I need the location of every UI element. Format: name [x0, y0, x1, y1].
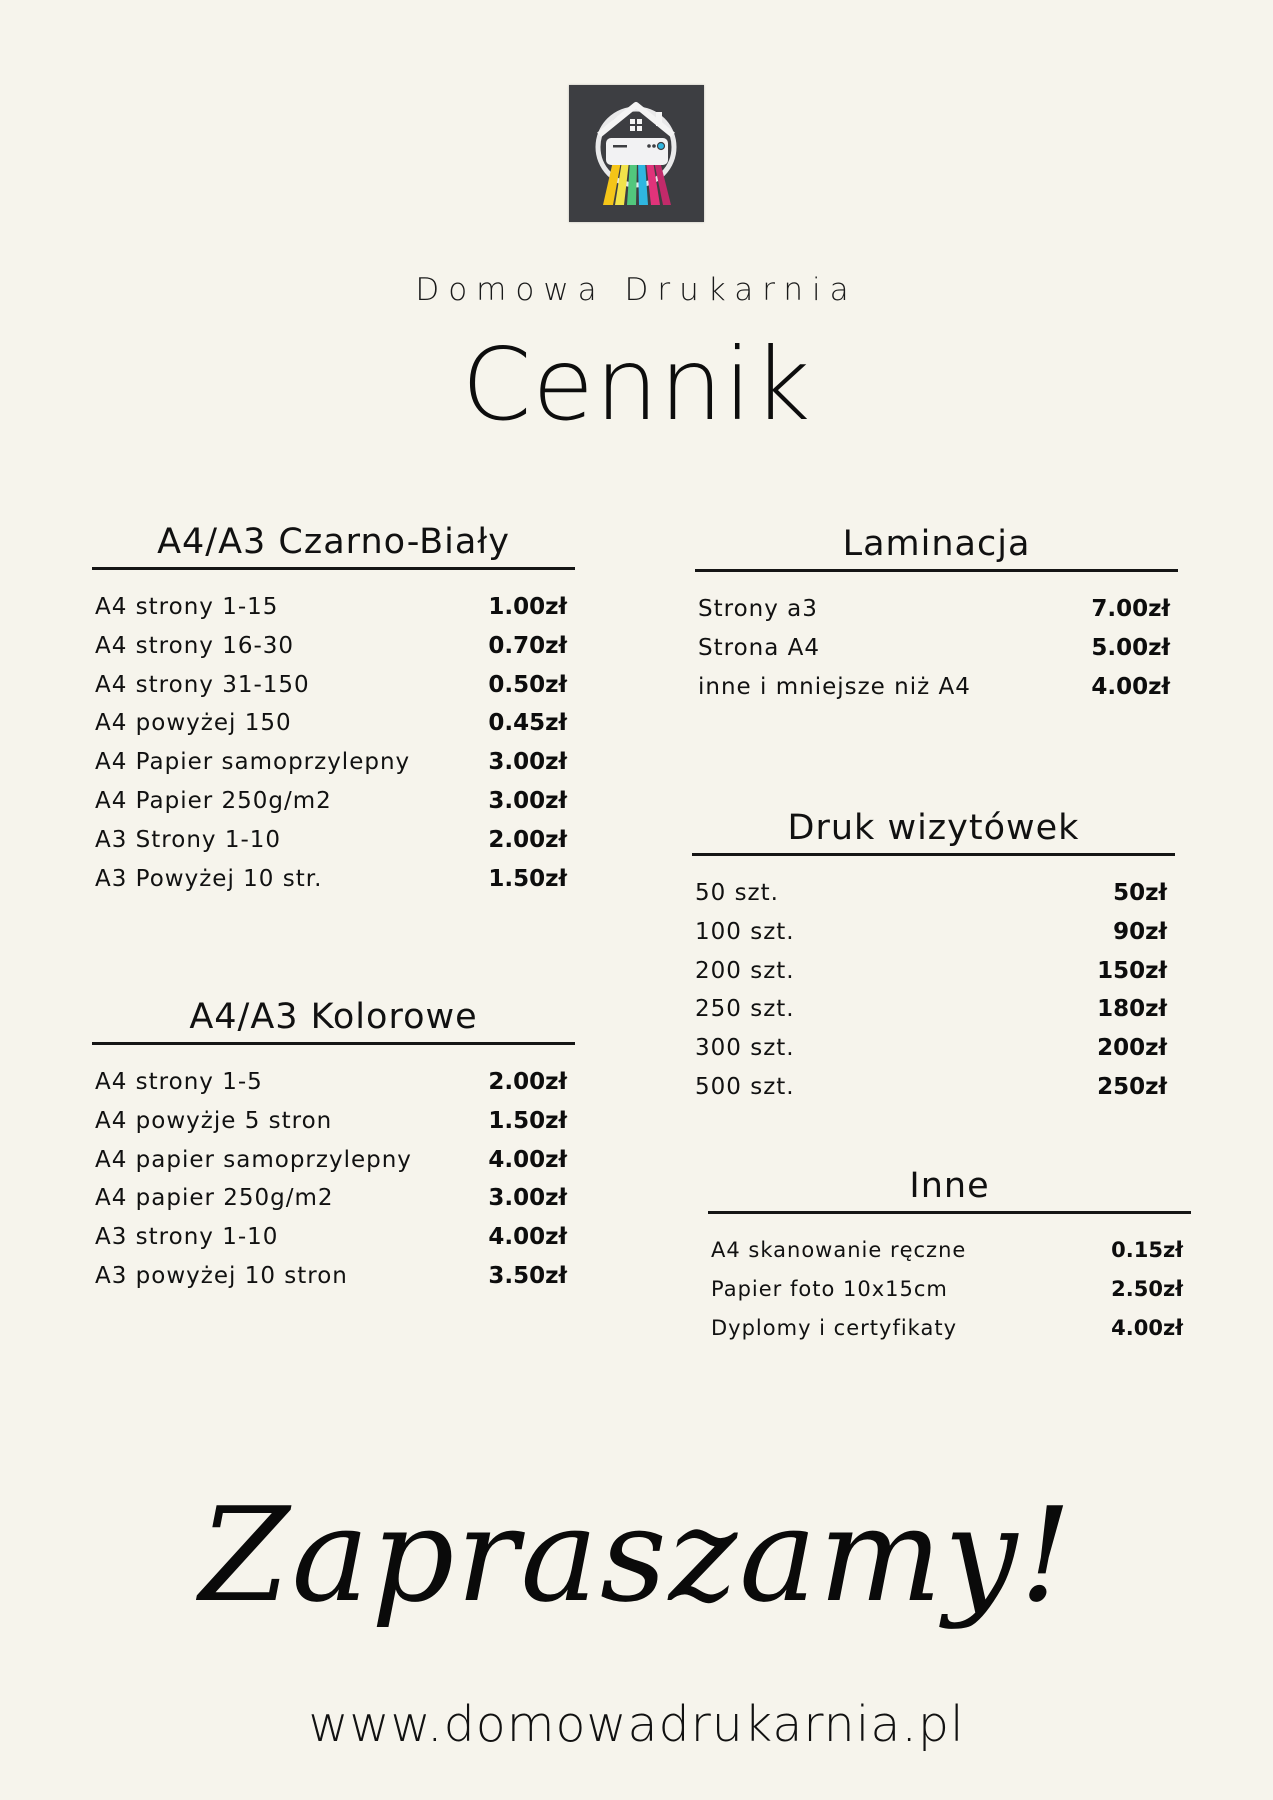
divider	[708, 1211, 1191, 1214]
price-row	[92, 710, 575, 749]
brand-name: Domowa Drukarnia	[415, 272, 858, 308]
item-label: A4 strony 1-5	[95, 1069, 263, 1095]
section-black-white	[92, 520, 575, 904]
item-price: 150zł	[1097, 957, 1167, 984]
price-row	[92, 1147, 575, 1186]
item-price: 2.00zł	[488, 1069, 567, 1095]
price-row	[92, 672, 575, 711]
item-label: A3 strony 1-10	[95, 1224, 279, 1251]
item-price: 0.70zł	[488, 632, 567, 659]
item-label: A4 skanowanie ręczne	[711, 1238, 967, 1262]
item-price: 200zł	[1097, 1035, 1167, 1062]
item-price: 4.00zł	[1091, 673, 1170, 700]
item-label: A4 strony 16-30	[95, 632, 295, 659]
price-row	[708, 1316, 1191, 1355]
item-price: 1.50zł	[488, 865, 567, 892]
price-row	[692, 958, 1175, 997]
item-price: 3.00zł	[488, 749, 567, 776]
price-row	[695, 596, 1178, 635]
price-row	[92, 1224, 575, 1263]
section-title: Inne	[909, 1166, 990, 1206]
item-label: Strony a3	[698, 596, 818, 622]
price-row	[92, 788, 575, 827]
section-color	[92, 995, 575, 1302]
item-label: 250 szt.	[695, 996, 795, 1023]
item-label: A3 Powyżej 10 str.	[95, 865, 323, 892]
item-label: 500 szt.	[695, 1073, 795, 1100]
section-business-cards	[692, 806, 1175, 1113]
price-row	[92, 1108, 575, 1147]
price-row	[695, 635, 1178, 674]
item-label: A4 Papier 250g/m2	[95, 787, 332, 814]
house-printer-logo-icon	[569, 85, 704, 222]
price-row	[92, 633, 575, 672]
divider	[92, 1042, 575, 1045]
price-row	[92, 594, 575, 633]
item-price: 1.00zł	[488, 594, 567, 620]
item-label: A4 powyżej 150	[95, 710, 292, 737]
page-title: Cennik	[461, 326, 812, 443]
item-label: 300 szt.	[695, 1035, 795, 1062]
price-row	[92, 1185, 575, 1224]
price-row	[708, 1238, 1191, 1277]
item-label: A4 Papier samoprzylepny	[95, 749, 411, 776]
item-label: A4 strony 1-15	[95, 594, 279, 620]
price-row	[692, 1035, 1175, 1074]
price-row	[692, 919, 1175, 958]
item-price: 0.15zł	[1111, 1238, 1183, 1262]
section-lamination	[695, 522, 1178, 712]
price-row	[92, 866, 575, 905]
item-price: 1.50zł	[488, 1107, 567, 1134]
divider	[92, 567, 575, 570]
item-label: A4 strony 31-150	[95, 671, 310, 698]
price-row	[92, 1263, 575, 1302]
item-price: 4.00zł	[488, 1224, 567, 1251]
item-label: A3 powyżej 10 stron	[95, 1262, 348, 1289]
divider	[692, 853, 1175, 856]
item-price: 3.00zł	[488, 1185, 567, 1212]
item-price: 2.50zł	[1111, 1276, 1183, 1301]
item-price: 4.00zł	[1111, 1315, 1183, 1340]
item-label: 50 szt.	[695, 880, 779, 906]
closing-invitation: Zapraszamy!	[199, 1479, 1074, 1631]
price-row	[692, 996, 1175, 1035]
item-price: 180zł	[1097, 996, 1167, 1023]
item-label: A4 papier 250g/m2	[95, 1185, 334, 1212]
item-label: inne i mniejsze niż A4	[698, 673, 971, 700]
section-title: A4/A3 Czarno-Biały	[157, 522, 510, 562]
item-price: 50zł	[1113, 880, 1167, 906]
section-title: A4/A3 Kolorowe	[189, 997, 478, 1037]
price-row	[92, 827, 575, 866]
price-row	[695, 674, 1178, 713]
price-row	[692, 1074, 1175, 1113]
divider	[695, 569, 1178, 572]
item-label: 100 szt.	[695, 918, 795, 945]
price-row	[92, 749, 575, 788]
item-price: 0.50zł	[488, 671, 567, 698]
section-other	[708, 1164, 1191, 1354]
item-label: A3 Strony 1-10	[95, 826, 282, 853]
item-label: A4 papier samoprzylepny	[95, 1146, 412, 1173]
item-price: 250zł	[1097, 1073, 1167, 1100]
item-price: 0.45zł	[488, 710, 567, 737]
item-label: Strona A4	[698, 634, 820, 661]
item-label: Dyplomy i certyfikaty	[711, 1315, 957, 1340]
item-price: 2.00zł	[488, 826, 567, 853]
item-price: 3.50zł	[488, 1262, 567, 1289]
item-price: 3.00zł	[488, 787, 567, 814]
price-row	[708, 1277, 1191, 1316]
price-row	[92, 1069, 575, 1108]
item-price: 4.00zł	[488, 1146, 567, 1173]
website-link[interactable]: www.domowadrukarnia.pl	[308, 1696, 965, 1753]
section-title: Druk wizytówek	[787, 808, 1080, 848]
section-title: Laminacja	[842, 524, 1031, 564]
item-price: 7.00zł	[1091, 596, 1170, 622]
price-row	[692, 880, 1175, 919]
item-label: 200 szt.	[695, 957, 795, 984]
item-label: A4 powyżje 5 stron	[95, 1107, 333, 1134]
item-price: 90zł	[1113, 918, 1167, 945]
logo	[569, 85, 704, 222]
item-label: Papier foto 10x15cm	[711, 1276, 948, 1301]
item-price: 5.00zł	[1091, 634, 1170, 661]
